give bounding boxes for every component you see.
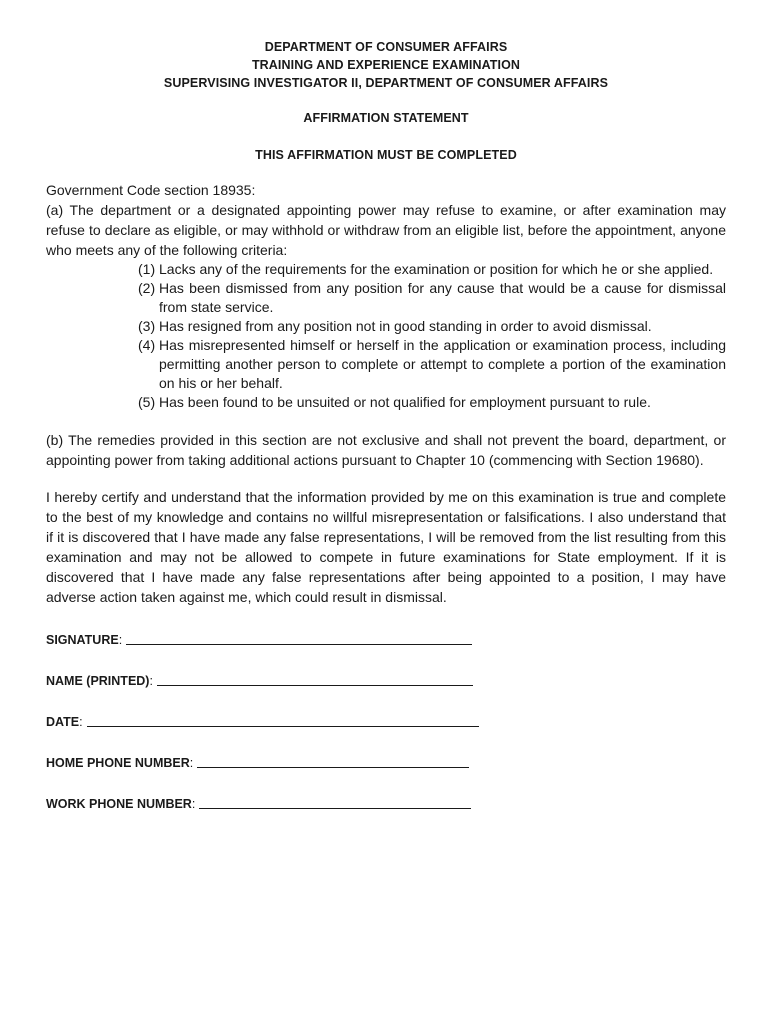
code-section [46, 180, 726, 260]
criteria-text: Has resigned from any position not in good standing in order to avoid dismissal. [159, 318, 652, 334]
name-printed-line[interactable] [157, 671, 473, 686]
criteria-number: (1) [138, 261, 156, 277]
list-item [138, 260, 726, 279]
field-colon: : [79, 715, 83, 729]
home-phone-label: HOME PHONE NUMBER [46, 756, 190, 770]
document-header [46, 38, 726, 92]
criteria-number: (3) [138, 318, 156, 334]
criteria-number: (2) [138, 280, 156, 296]
criteria-text: Has been found to be unsuited or not qualified for employment pursuant to rule. [159, 394, 651, 410]
date-label: DATE [46, 715, 80, 729]
certification-paragraph: I hereby certify and understand that the information provided by me on this examination is true and complete to the best of my knowledge and contains no willful misrepresentation or falsifications. I also understand that if it is discovered that I have made any false representations, I will be removed from the list resulting from this examination and may not be allowed to compete in future examinations for State employment. If it is discovered that I have made any false representations after being appointed to a position, I may have adverse action taken against me, which could result in dismissal. [46, 489, 726, 605]
must-complete-heading: THIS AFFIRMATION MUST BE COMPLETED [255, 148, 517, 162]
exam-title: TRAINING AND EXPERIENCE EXAMINATION [251, 58, 521, 72]
department-title: DEPARTMENT OF CONSUMER AFFAIRS [264, 40, 508, 54]
list-item [138, 393, 726, 412]
signature-label: SIGNATURE [46, 633, 119, 647]
affirmation-document [46, 38, 726, 831]
field-colon: : [189, 756, 194, 770]
home-phone-line[interactable] [197, 753, 469, 768]
field-colon: : [118, 633, 123, 647]
affirmation-heading: AFFIRMATION STATEMENT [303, 111, 469, 125]
name-printed-field [46, 667, 726, 688]
list-item [138, 336, 726, 393]
criteria-text: Has been dismissed from any position for any cause that would be a cause for dismissal from state service. [159, 280, 726, 315]
code-section-title: Government Code section 18935: [46, 182, 256, 198]
work-phone-line[interactable] [199, 794, 471, 809]
name-printed-label: NAME (PRINTED) [46, 674, 150, 688]
signature-fields [46, 626, 726, 811]
work-phone-field [46, 790, 726, 811]
paragraph-b: (b) The remedies provided in this section are not exclusive and shall not prevent the board, department, or appointing power from taking additional actions pursuant to Chapter 10 (commencing with Section 19680). [46, 432, 726, 468]
paragraph-a: (a) The department or a designated appointing power may refuse to examine, or after examination may refuse to declare as eligible, or may withhold or withdraw from an eligible list, before the appointment, anyone who meets any of the following criteria: [46, 202, 726, 258]
date-line[interactable] [87, 712, 479, 727]
date-field [46, 708, 726, 729]
field-colon: : [149, 674, 153, 688]
criteria-list [46, 260, 726, 412]
signature-field [46, 626, 726, 647]
field-colon: : [191, 797, 196, 811]
work-phone-label: WORK PHONE NUMBER [46, 797, 192, 811]
criteria-text: Lacks any of the requirements for the examination or position for which he or she applied. [159, 261, 714, 277]
criteria-number: (4) [138, 337, 156, 353]
home-phone-field [46, 749, 726, 770]
list-item [138, 279, 726, 317]
list-item [138, 317, 726, 336]
position-title: SUPERVISING INVESTIGATOR II, DEPARTMENT OF CONSUMER AFFAIRS [163, 76, 609, 90]
signature-line[interactable] [126, 630, 472, 645]
criteria-number: (5) [138, 394, 156, 410]
criteria-text: Has misrepresented himself or herself in the application or examination process, including permitting another person to complete or attempt to complete a portion of the examination on his or her behalf. [159, 337, 726, 391]
